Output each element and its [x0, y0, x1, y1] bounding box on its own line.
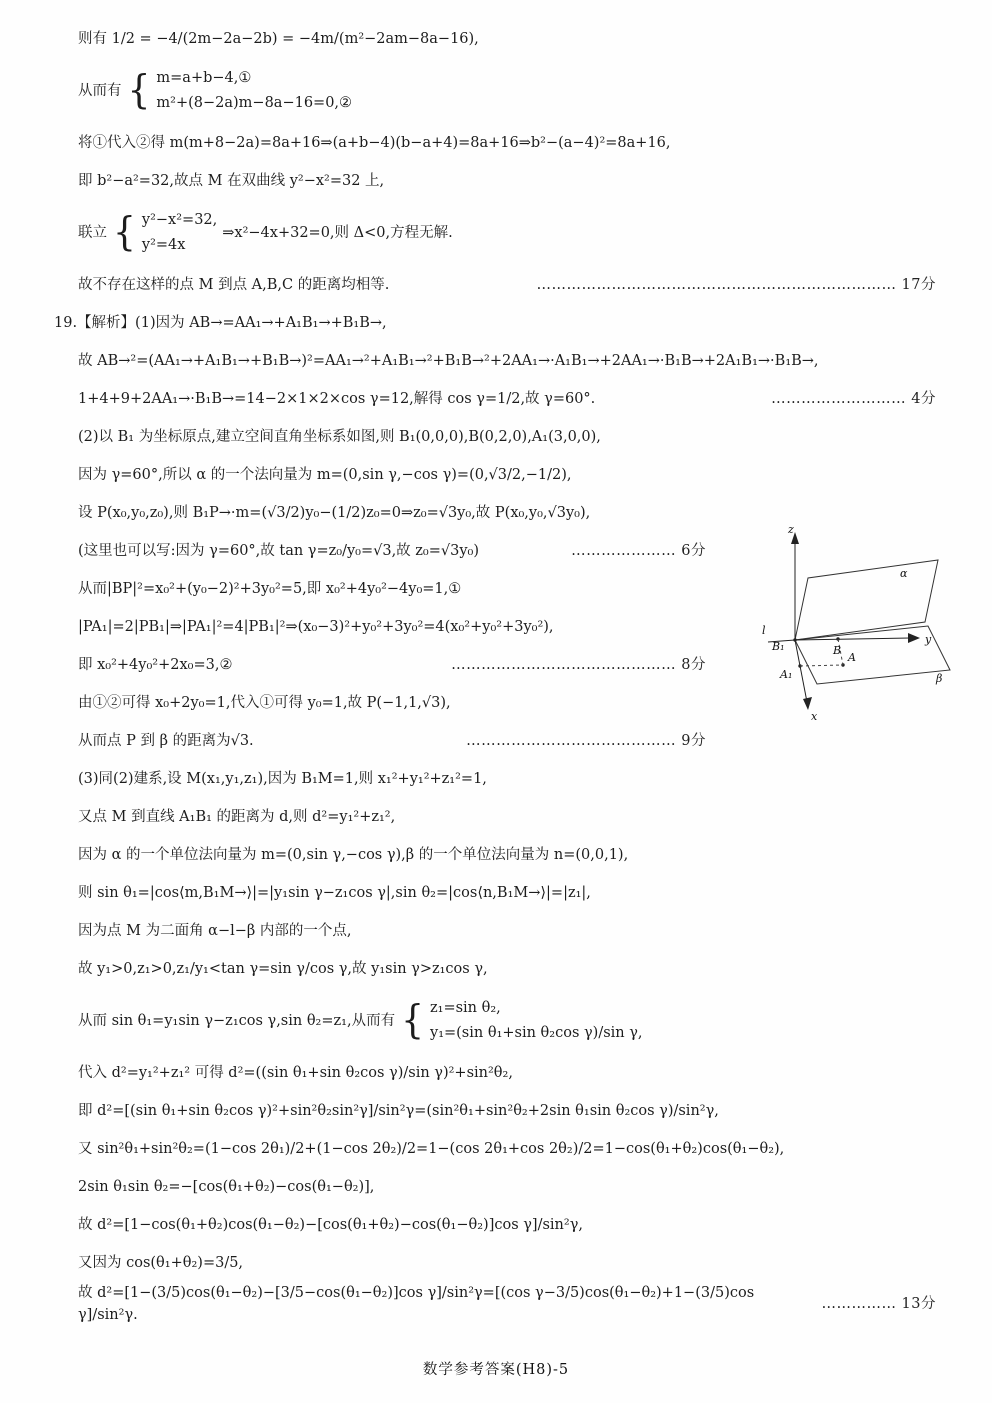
score-mark: ……………………………………………………………… 17分 [536, 276, 936, 293]
line-text: 设 P(x₀,y₀,z₀),则 B₁P→·m=(√3/2)y₀−(1/2)z₀=0⇒z₀=√3y₀,故 P(x₀,y₀,√3y₀), [78, 504, 591, 521]
system-rows [156, 66, 352, 117]
line-text: 从而点 P 到 β 的距离为√3. [78, 732, 254, 749]
math-line [78, 266, 936, 304]
line-text: 故 AB→²=(AA₁→+A₁B₁→+B₁B→)²=AA₁→²+A₁B₁→²+B₁B→²+2AA₁→·A₁B₁→+2AA₁→·B₁B→+2A₁B₁→·B₁B→, [78, 352, 819, 369]
math-line [78, 1282, 936, 1327]
point-B1-label: B₁ [772, 640, 785, 653]
math-line [78, 162, 936, 200]
math-line [78, 342, 936, 380]
plane-alpha-outline [795, 560, 938, 640]
line-text: 则 sin θ₁=|cos⟨m,B₁M→⟩|=|y₁sin γ−z₁cos γ|,sin θ₂=|cos⟨n,B₁M→⟩|=|z₁|, [78, 884, 591, 901]
system-pre: 从而有 [78, 82, 122, 99]
math-line [78, 1092, 936, 1130]
line-text: 1+4+9+2AA₁→·B₁B→=14−2×1×2×cos γ=12,解得 cos γ=1/2,故 γ=60°. [78, 390, 596, 407]
math-line [78, 1130, 936, 1168]
line-text: |PA₁|=2|PB₁|⇒|PA₁|²=4|PB₁|²⇒(x₀−3)²+y₀²+3y₀²=4(x₀²+y₀²+3y₀²), [78, 618, 554, 635]
point-B1-dot [793, 638, 796, 641]
plane-alpha-label: α [900, 567, 908, 580]
system-row-1: m=a+b−4,① [156, 69, 252, 86]
equation-system [78, 66, 352, 117]
math-line [78, 58, 936, 124]
point-B-label: B [833, 644, 842, 657]
line-text: 又 sin²θ₁+sin²θ₂=(1−cos 2θ₁)/2+(1−cos 2θ₂)/2=1−(cos 2θ₁+cos 2θ₂)/2=1−cos(θ₁+θ₂)cos(θ₁−θ₂), [78, 1140, 785, 1157]
line-text: 故 d²=[1−(3/5)cos(θ₁−θ₂)−[3/5−cos(θ₁−θ₂)]cos γ]/sin²γ=[(cos γ−3/5)cos(θ₁−θ₂)+1−(3/5)cos γ]/sin²γ. [78, 1285, 755, 1324]
dashed-A1-A [800, 665, 843, 666]
math-line [78, 418, 936, 456]
line-text: 因为 γ=60°,所以 α 的一个法向量为 m=(0,sin γ,−cos γ)=(0,√3/2,−1/2), [78, 466, 572, 483]
score-mark: ………………… 6分 [571, 542, 706, 559]
system-brace: { [401, 997, 424, 1043]
line-text: 19.【解析】(1)因为 AB→=AA₁→+A₁B₁→+B₁B→, [54, 314, 387, 331]
system-row-2: m²+(8−2a)m−8a−16=0,② [156, 95, 353, 111]
line-text: 因为点 M 为二面角 α−l−β 内部的一个点, [78, 922, 352, 939]
line-text: 2sin θ₁sin θ₂=−[cos(θ₁+θ₂)−cos(θ₁−θ₂)], [78, 1178, 375, 1195]
line-text: 将①代入②得 m(m+8−2a)=8a+16⇒(a+b−4)(b−a+4)=8a+16⇒b²−(a−4)²=8a+16, [78, 134, 671, 151]
math-line [78, 456, 936, 494]
line-text: 因为 α 的一个单位法向量为 m=(0,sin γ,−cos γ),β 的一个单位法向量为 n=(0,0,1), [78, 846, 629, 863]
system-pre: 从而 sin θ₁=y₁sin γ−z₁cos γ,sin θ₂=z₁,从而有 [78, 1012, 396, 1029]
math-line [78, 874, 936, 912]
line-text: 代入 d²=y₁²+z₁² 可得 d²=((sin θ₁+sin θ₂cos γ)/sin γ)²+sin²θ₂, [78, 1064, 513, 1081]
system-brace: { [127, 67, 151, 113]
math-line [78, 124, 936, 162]
math-line [78, 1054, 936, 1092]
math-line [78, 950, 936, 988]
math-line [78, 912, 936, 950]
line-text: (这里也可以写:因为 γ=60°,故 tan γ=z₀/y₀=√3,故 z₀=√3y₀) [78, 542, 480, 559]
x-axis-arrow [803, 697, 812, 710]
page-footer: 数学参考答案(H8)-5 [422, 1362, 570, 1378]
math-line [78, 200, 936, 266]
math-line [78, 1168, 936, 1206]
system-brace: { [113, 209, 136, 255]
system-row-2: y²=4x [141, 237, 186, 253]
x-axis-label: x [811, 710, 818, 723]
y-axis-arrow [908, 633, 920, 643]
x-axis [795, 640, 807, 702]
math-line [78, 20, 936, 58]
line-text: 又因为 cos(θ₁+θ₂)=3/5, [78, 1254, 244, 1271]
coordinate-diagram [750, 520, 968, 730]
equation-system [78, 208, 453, 259]
math-line [78, 798, 936, 836]
math-line [78, 380, 936, 418]
line-text: 故 y₁>0,z₁>0,z₁/y₁<tan γ=sin γ/cos γ,故 y₁sin γ>z₁cos γ, [78, 960, 488, 977]
y-axis-label: y [925, 633, 932, 646]
math-line [78, 836, 936, 874]
figure-3d-coordinate-system [750, 520, 968, 730]
system-row-1: z₁=sin θ₂, [430, 999, 501, 1016]
line-text: 由①②可得 x₀+2y₀=1,代入①可得 y₀=1,故 P(−1,1,√3), [78, 694, 451, 711]
system-row-2: y₁=(sin θ₁+sin θ₂cos γ)/sin γ, [430, 1025, 643, 1041]
line-text: 从而|BP|²=x₀²+(y₀−2)²+3y₀²=5,即 x₀²+4y₀²−4y₀=1,① [78, 580, 462, 597]
system-post: ⇒x²−4x+32=0,则 Δ<0,方程无解. [222, 224, 453, 241]
point-A-label: A [848, 651, 856, 664]
equation-system [78, 996, 643, 1047]
line-text: 故不存在这样的点 M 到点 A,B,C 的距离均相等. [78, 276, 390, 293]
line-text: 又点 M 到直线 A₁B₁ 的距离为 d,则 d²=y₁²+z₁², [78, 808, 396, 825]
line-text: 即 b²−a²=32,故点 M 在双曲线 y²−x²=32 上, [78, 172, 385, 189]
line-text: (2)以 B₁ 为坐标原点,建立空间直角坐标系如图,则 B₁(0,0,0),B(0,2,0),A₁(3,0,0), [78, 428, 601, 445]
math-line [78, 988, 936, 1054]
math-line [78, 760, 936, 798]
score-mark: ……………………………………… 8分 [451, 656, 706, 673]
math-line [54, 304, 936, 342]
system-rows [430, 996, 643, 1047]
score-mark: ……………………… 4分 [771, 390, 936, 407]
system-row-1: y²−x²=32, [141, 211, 218, 228]
plane-beta-label: β [936, 672, 943, 685]
z-axis-label: z [788, 523, 794, 536]
system-rows [142, 208, 217, 259]
point-A1-label: A₁ [780, 668, 793, 681]
math-line [78, 1206, 936, 1244]
edge-l-label: l [762, 624, 766, 637]
line-text: 即 d²=[(sin θ₁+sin θ₂cos γ)²+sin²θ₂sin²γ]/sin²γ=(sin²θ₁+sin²θ₂+2sin θ₁sin θ₂cos γ)/sin²γ, [78, 1102, 719, 1119]
math-line [78, 1244, 936, 1282]
line-text: 即 x₀²+4y₀²+2x₀=3,② [78, 656, 233, 673]
score-mark: …………………………………… 9分 [466, 732, 706, 749]
line-text: 则有 1/2 = −4/(2m−2a−2b) = −4m/(m²−2am−8a−16), [78, 30, 479, 47]
line-text: (3)同(2)建系,设 M(x₁,y₁,z₁),因为 B₁M=1,则 x₁²+y₁²+z₁²=1, [78, 770, 487, 787]
line-text: 故 d²=[1−cos(θ₁+θ₂)cos(θ₁−θ₂)−[cos(θ₁+θ₂)−cos(θ₁−θ₂)]cos γ]/sin²γ, [78, 1216, 583, 1233]
score-mark: …………… 13分 [821, 1296, 936, 1313]
system-pre: 联立 [78, 224, 107, 241]
